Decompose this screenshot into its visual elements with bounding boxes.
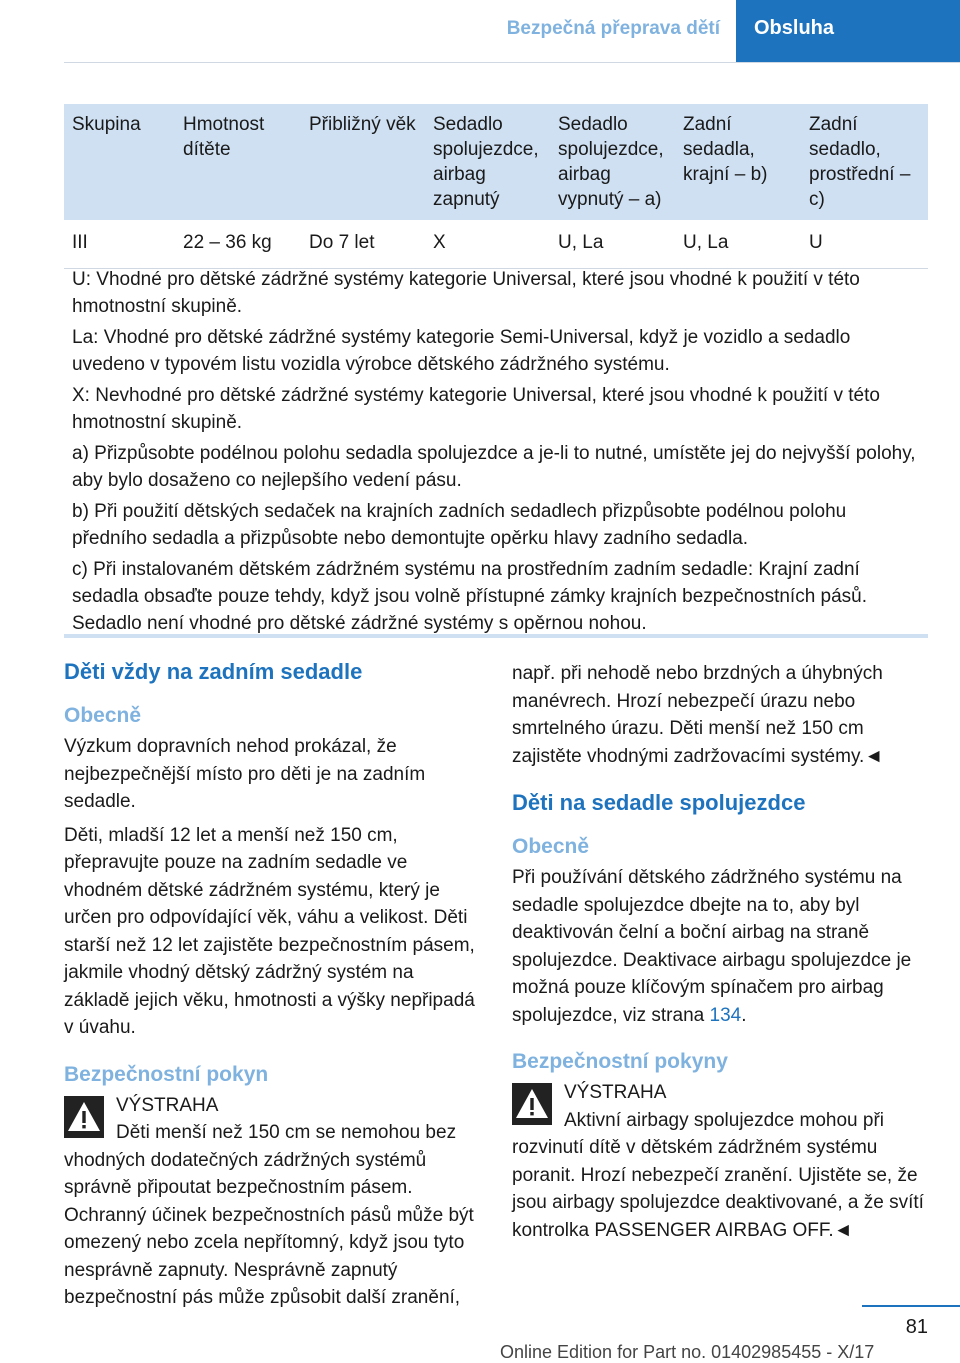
table-header-cell: Zadní sedadla, krajní – b) (675, 104, 801, 220)
table-cell: U, La (675, 220, 801, 269)
right-column (512, 660, 928, 1250)
warning-block (64, 1092, 482, 1120)
warning-icon (512, 1083, 552, 1125)
table-cell: Do 7 let (301, 220, 425, 269)
subheading: Obecně (64, 704, 142, 727)
header-section-title: Bezpečná přeprava dětí (506, 18, 720, 39)
table-header-cell: Zadní sedadlo, prostřední – c) (801, 104, 928, 220)
note-c: c) Při instalovaném dětském zádržném systému na prostředním zadním sedadle: Krajní zadní sedadla obsaďte pouze tehdy, když jsou volně přístupné zámky krajních bezpečnostních pásů. Sedadlo není vhodné pro dětské zádržné systémy s opěrnou nohou. (72, 559, 868, 634)
table-cell: III (64, 220, 175, 269)
warning-title: VÝSTRAHA (564, 1082, 667, 1103)
warning-text: Děti menší než 150 cm se nemohou bez vhodných dodatečných zádržných systémů správně připoutat bezpečnostním pásem. Ochranný účinek bezpečnostních pásů může být omezený nebo zcela nepřítomný, když jsou tyto nesprávně zapnuty. Nesprávně zapnutý bezpečnostní pás může způsobit další zranění, (64, 1122, 474, 1308)
seat-suitability-table (64, 104, 928, 269)
section-heading: Děti na sedadle spolujezdce (512, 790, 806, 815)
note-la: La: Vhodné pro dětské zádržné systémy kategorie Semi-Universal, když je vozidlo a sedadlo uvedeno v typovém listu vozidla výrobce dětského zádržného systému. (72, 327, 851, 375)
table-cell: U, La (550, 220, 675, 269)
table-cell: X (425, 220, 550, 269)
note-x: X: Nevhodné pro dětské zádržné systémy kategorie Universal, které jsou vhodné k použití v této hmotnostní skupině. (72, 385, 880, 433)
edition-note: Online Edition for Part no. 01402985455 - X/17 (500, 1342, 875, 1362)
section-divider (64, 634, 928, 638)
paragraph-end: . (741, 1004, 747, 1026)
table-cell: 22 – 36 kg (175, 220, 301, 269)
table-cell: U (801, 220, 928, 269)
header-rule (64, 62, 960, 63)
warning-text: Aktivní airbagy spolujezdce mohou při rozvinutí dítě v dětském zádržném systému poranit. Hrozí nebezpečí zranění. Ujistěte se, že jsou airbagy spolujezdce deaktivované, a že svítí kontrolka PASSENGER AIRBAG OFF.◄ (512, 1109, 924, 1241)
note-u: U: Vhodné pro dětské zádržné systémy kategorie Universal, které jsou vhodné k použití v této hmotnostní skupině. (72, 269, 860, 317)
paragraph: Výzkum dopravních nehod prokázal, že nejbezpečnější místo pro děti je na zadním sedadle. (64, 736, 426, 812)
warning-title: VÝSTRAHA (116, 1094, 219, 1116)
page-link[interactable]: 134 (709, 1004, 742, 1026)
table-notes (72, 266, 922, 641)
section-heading: Děti vždy na zadním sedadle (64, 659, 363, 684)
paragraph (512, 864, 928, 1029)
table-row (64, 220, 928, 269)
paragraph: např. při nehodě nebo brzdných a úhybných manévrech. Hrozí nebezpečí úrazu nebo smrtelného úrazu. Děti menší než 150 cm zajistěte vhodnými zadržovacími systémy.◄ (512, 663, 884, 767)
paragraph-text: Při používání dětského zádržného systému na sedadle spolujezdce dbejte na to, aby byl deaktivován čelní a boční airbag na straně spolujezdce. Deaktivace airbagu spolujezdce je možná pouze klíčovým spínačem pro airbag spolujezdce, viz strana (512, 867, 912, 1026)
table-header-cell: Hmotnost dítěte (175, 104, 301, 220)
paragraph: Děti, mladší 12 let a menší než 150 cm, přepravujte pouze na zadním sedadle ve vhodném dětské zádržném systému, který je určen pro odpovídající věk, váhu a velikost. Děti starší než 12 let zajistěte bezpečnostním pásem, jakmile vhodný dětský zádržný systém na základě jejich věku, hmotnosti a výšky nepřipadá v úvahu. (64, 824, 475, 1038)
subheading: Bezpečnostní pokyny (512, 1050, 728, 1073)
table-header-row (64, 104, 928, 220)
note-b: b) Při použití dětských sedaček na krajních zadních sedadlech přizpůsobte podélnou polohu předního sedadla a přizpůsobte nebo demontujte opěrku hlavy zadního sedadla. (72, 501, 847, 549)
subheading: Obecně (512, 835, 590, 858)
footer-rule (862, 1305, 960, 1307)
warning-block (512, 1079, 928, 1107)
page-number: 81 (905, 1316, 928, 1338)
table-header-cell: Přibližný věk (301, 104, 425, 220)
table-header-cell: Sedadlo spolujezdce, airbag vypnutý – a) (550, 104, 675, 220)
left-column (64, 657, 482, 1318)
table-header-cell: Skupina (64, 104, 175, 220)
subheading: Bezpečnostní pokyn (64, 1062, 269, 1086)
warning-icon (64, 1096, 104, 1138)
header-tab: Obsluha (736, 0, 960, 62)
note-a: a) Přizpůsobte podélnou polohu sedadla spolujezdce a je-li to nutné, umístěte jej do nejvyšší polohy, aby bylo dosaženo co nejlepšího vedení pásu. (72, 443, 916, 491)
table-header-cell: Sedadlo spolujezdce, airbag zapnutý (425, 104, 550, 220)
